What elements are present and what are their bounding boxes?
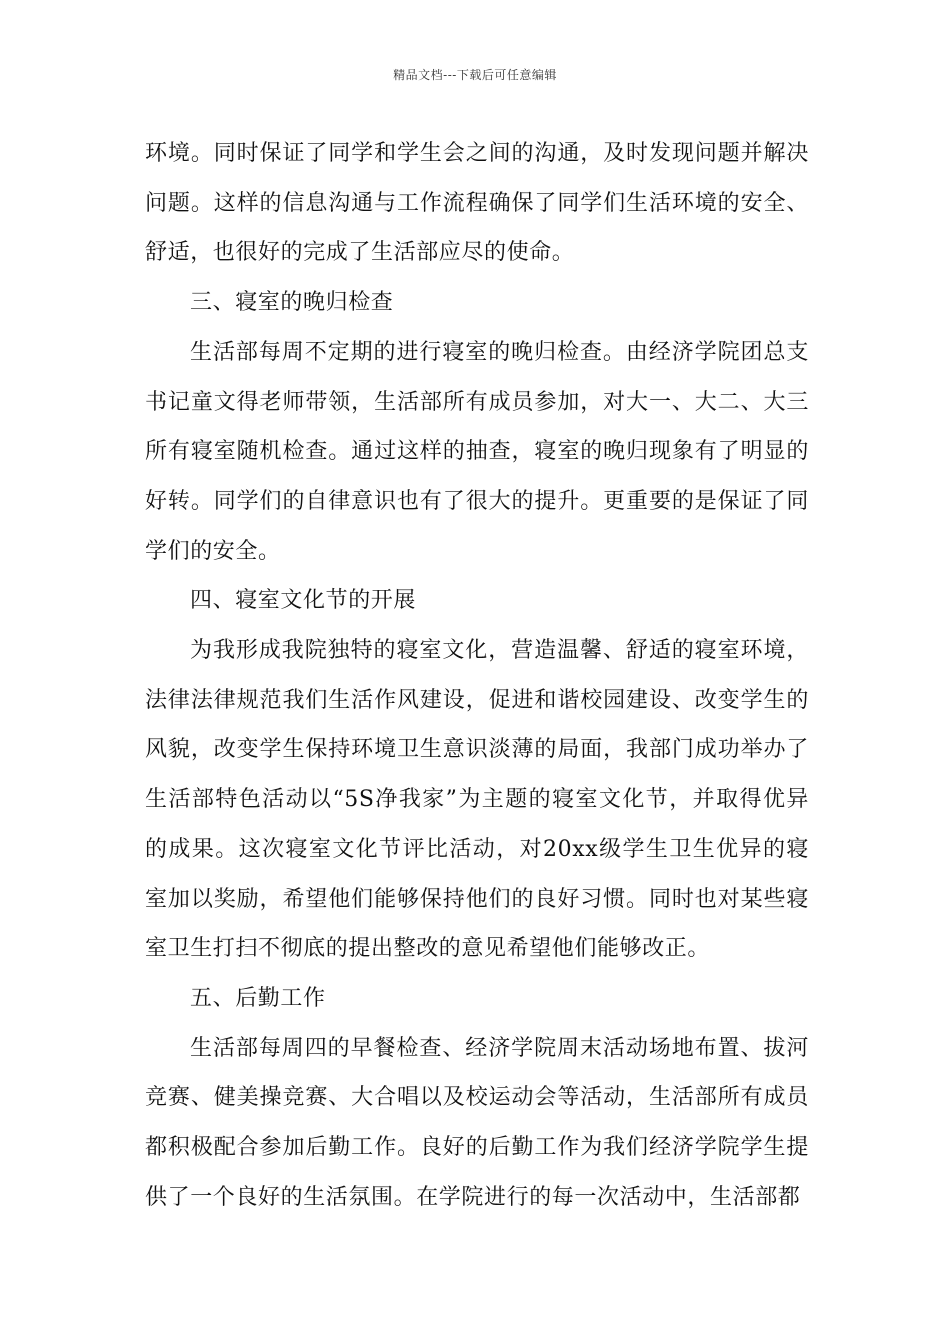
section-heading-dorm-late-return-check: 三、寝室的晚归检查 [190,290,394,316]
section-heading-logistics-work: 五、后勤工作 [190,985,326,1011]
document-body [145,129,809,1222]
section-heading-dorm-culture-festival: 四、寝室文化节的开展 [190,588,417,614]
page-header: 精品文档---下载后可任意编辑 [393,68,557,82]
paragraph-continued: 环境。同时保证了同学和学生会之间的沟通，及时发现问题并解决问题。这样的信息沟通与工作流程确保了同学们生活环境的安全、舒适，也很好的完成了生活部应尽的使命。 [145,141,809,266]
paragraph-dorm-late-return-check: 生活部每周不定期的进行寝室的晚归检查。由经济学院团总支书记童文得老师带领，生活部所有成员参加，对大一、大二、大三所有寝室随机检查。通过这样的抽查，寝室的晚归现象有了明显的好转。同学们的自律意识也有了很大的提升。更重要的是保证了同学们的安全。 [145,339,809,564]
paragraph-logistics-work: 生活部每周四的早餐检查、经济学院周末活动场地布置、拔河竞赛、健美操竞赛、大合唱以及校运动会等活动，生活部所有成员都积极配合参加后勤工作。良好的后勤工作为我们经济学院学生提供了一个良好的生活氛围。在学院进行的每一次活动中，生活部都 [145,1035,809,1210]
paragraph-dorm-culture-festival: 为我形成我院独特的寝室文化，营造温馨、舒适的寝室环境，法律法律规范我们生活作风建设，促进和谐校园建设、改变学生的风貌，改变学生保持环境卫生意识淡薄的局面，我部门成功举办了生活部特色活动以“5S净我家”为主题的寝室文化节，并取得优异的成果。这次寝室文化节评比活动，对20xx级学生卫生优异的寝室加以奖励，希望他们能够保持他们的良好习惯。同时也对某些寝室卫生打扫不彻底的提出整改的意见希望他们能够改正。 [145,638,809,962]
